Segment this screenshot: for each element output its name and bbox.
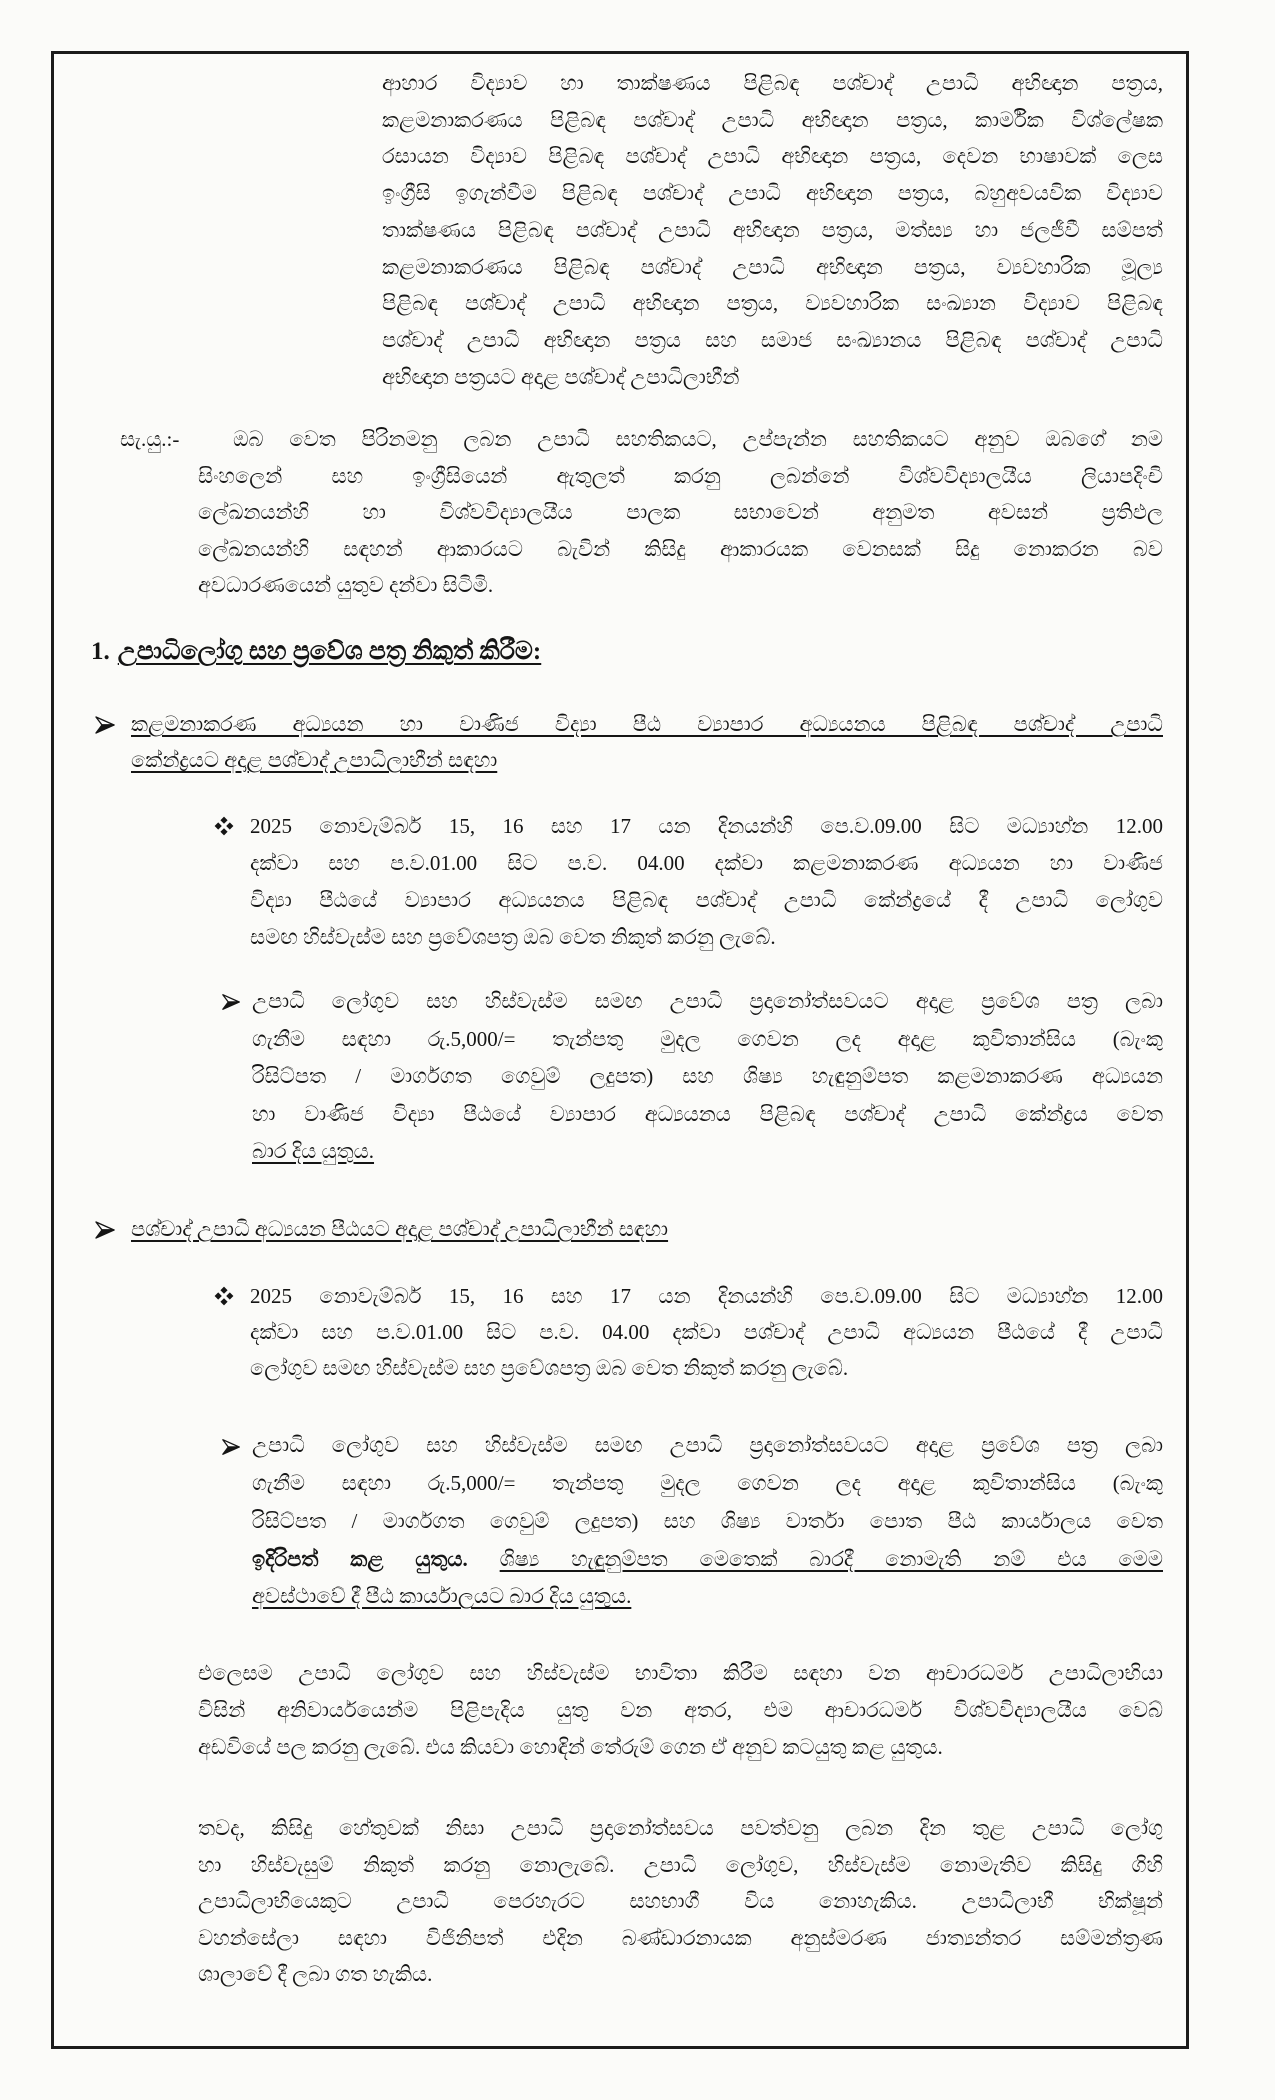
section-number: 1. — [91, 638, 110, 665]
paragraph-line: උපාධිලාභියෙකුට උපාධි පෙරහැරට සහභාගී විය නොහැකිය. උපාධිලාභී භික්ෂූන් — [198, 1889, 1163, 1913]
submission-line: ගැනීම සඳහා රු.5,000/= තැන්පතු මුදල ගෙවන ලද අදාළ කුවිතාන්සිය (බැංකු — [252, 1470, 1163, 1495]
paragraph-line: සිංහලෙන් සහ ඉංග්‍රීසියෙන් ඇතුලත් කරනු ලබන්නේ විශ්වවිද්‍යාලයීය ලියාපදිංචි — [198, 463, 1163, 488]
submission-item — [252, 1427, 1163, 1616]
schedule-line: දක්වා සහ ප.ව.01.00 සිට ප.ව. 04.00 දක්වා කළමනාකරණ අධ්‍යයන හා වාණිජ — [250, 851, 1163, 876]
paragraph-line: ලේඛනයන්හි සඳහන් ආකාරයට බැවින් කිසිදු ආකාරයක වෙනසක් සිදු නොකරන බව — [198, 536, 1163, 561]
group-heading — [131, 706, 1163, 778]
paragraph-line: රසායන විද්‍යාව පිළිබඳ පශ්චාද් උපාධි අභිඥාන පත්‍රය, දෙවන භාෂාවක් ලෙස — [382, 144, 1163, 169]
note-first-line — [120, 421, 1163, 458]
paragraph-line: පිළිබඳ පශ්චාද් උපාධි අභිඥාන පත්‍රය, ව්‍යවහාරික සංඛ්‍යාන විද්‍යාව පිළිබඳ — [382, 291, 1163, 316]
group-heading-line — [131, 706, 1163, 742]
schedule-item — [250, 1278, 1163, 1387]
submission-line: ගැනීම සඳහා රු.5,000/= තැන්පතු මුදල ගෙවන ලද අදාළ කුවිතාන්සිය (බැංකු — [252, 1026, 1163, 1051]
schedule-item — [250, 808, 1163, 956]
paragraph-line: අඩවියේ පල කරනු ලැබේ. එය කියවා හොඳින් තේරුම් ගෙන ඒ අනුව කටයුතු කළ යුතුය. — [198, 1734, 943, 1759]
submission-line — [252, 1541, 1163, 1579]
submission-emphasis: අවස්ථාවේ දී පීඨ කාර්යාලයට බාර දිය යුතුය. — [252, 1584, 632, 1609]
submission-line — [252, 1133, 1163, 1171]
diamond-bullet-icon — [214, 1286, 234, 1306]
submission-line: උපාධි ලෝගුව සහ හිස්වැස්ම සමඟ උපාධි ප්‍රදානෝත්සවයට අදාළ ප්‍රවේශ පත්‍ර ලබා — [252, 1433, 1163, 1457]
paragraph-line: කළමනාකරණය පිළිබඳ පශ්චාද් උපාධි අභිඥාන පත්‍රය, ව්‍යවහාරික මූල්‍ය — [382, 254, 1163, 279]
submission-line: හා වාණිජ විද්‍යා පීඨයේ ව්‍යාපාර අධ්‍යයනය පිළිබඳ පශ්චාද් උපාධි කේන්ද්‍රය වෙත — [252, 1101, 1163, 1126]
submission-bold-text: ඉදිරිපත් කළ යුතුය. — [252, 1546, 468, 1571]
arrowhead-bullet-icon — [94, 714, 116, 736]
notice-paragraph — [198, 1810, 1163, 1993]
diamond-bullet-icon — [214, 816, 234, 836]
paragraph-line: ශාලාවේ දී ලබා ගත හැකිය. — [198, 1962, 433, 1986]
paragraph-line: ලේඛනයන්හි හා විශ්වවිද්‍යාලයීය පාලක සභාවෙන් අනුමත අවසන් ප්‍රතිඵල — [198, 500, 1163, 524]
schedule-line: 2025 නොවැම්බර් 15, 16 සහ 17 යන දිනයන්හි පෙ.ව.09.00 සිට මධ්‍යාහ්න 12.00 — [250, 1284, 1163, 1308]
group-heading-line — [131, 742, 1163, 778]
arrowhead-bullet-icon — [221, 1437, 241, 1457]
submission-emphasis: ශිෂ්‍ය හැඳුනුම්පත මෙතෙක් බාරදී නොමැති නම් එය මෙම — [499, 1546, 1163, 1571]
section-heading — [91, 632, 541, 672]
note-label: සැ.යු.:- — [120, 427, 180, 451]
schedule-line: විද්‍යා පීඨයේ ව්‍යාපාර අධ්‍යයනය පිළිබඳ පශ්චාද් උපාධි කේන්ද්‍රයේ දී උපාධි ලෝගුව — [250, 888, 1163, 913]
submission-line: රිසිට්පත / මාර්ගගත ගෙවුම් ලදුපත) සහ ශිෂ්‍ය වාර්තා පොත පීඨ කාර්යාලය වෙත — [252, 1508, 1163, 1533]
paragraph-line: අවධාරණයෙන් යුතුව දන්වා සිටිමි. — [198, 573, 494, 597]
schedule-line: 2025 නොවැම්බර් 15, 16 සහ 17 යන දිනයන්හි පෙ.ව.09.00 සිට මධ්‍යාහ්න 12.00 — [250, 814, 1163, 838]
paragraph-line: අභිඥාන පත්‍රයට අදාළ පශ්චාද් උපාධිලාභීන් — [382, 364, 740, 389]
schedule-line: ලෝගුව සමඟ හිස්වැස්ම සහ ප්‍රවේශපත්‍ර ඔබ වෙත නිකුත් කරනු ලැබේ. — [250, 1356, 849, 1381]
schedule-line: සමඟ හිස්වැස්ම සහ ප්‍රවේශපත්‍ර ඔබ වෙත නිකුත් කරනු ලැබේ. — [250, 925, 776, 950]
submission-item — [252, 983, 1163, 1171]
note-paragraph — [120, 421, 1163, 604]
paragraph-line: විසින් අනිවාර්යයෙන්ම පිළිපැදිය යුතු වන අතර, එම ආචාරධර්ම විශ්වවිද්‍යාලයීය වෙබ් — [198, 1697, 1163, 1722]
ethics-paragraph — [198, 1655, 1163, 1766]
submission-line — [252, 1578, 1163, 1616]
paragraph-line: පශ්චාද් උපාධි අභිඥාන පත්‍රය සහ සමාජ සංඛ්‍යානය පිළිබඳ පශ්චාද් උපාධි — [382, 327, 1163, 352]
group-heading-line — [131, 1211, 1163, 1248]
paragraph-line: තාක්ෂණය පිළිබඳ පශ්චාද් උපාධි අභිඥාන පත්‍රය, මත්ස්‍ය හා ජලජීවී සම්පත් — [382, 217, 1163, 242]
paragraph-line: හා හිස්වැසුම් නිකුත් කරනු නොලැබේ. උපාධි ලෝගුව, හිස්වැස්ම නොමැතිව කිසිදු ගිහි — [198, 1852, 1163, 1877]
submission-line: රිසිට්පත / මාර්ගගත ගෙවුම් ලදුපත) සහ ශිෂ්‍ය හැඳුනුම්පත කළමනාකරණ අධ්‍යයන — [252, 1064, 1163, 1088]
group-heading-text: කේන්ද්‍රයට අදාළ පශ්චාද් උපාධිලාභීන් සඳහා — [131, 748, 498, 773]
schedule-line: දක්වා සහ ප.ව.01.00 සිට ප.ව. 04.00 දක්වා පශ්චාද් උපාධි අධ්‍යයන පීඨයේ දී උපාධි — [250, 1320, 1163, 1345]
group-heading-text: කළමනාකරණ අධ්‍යයන හා වාණිජ විද්‍යා පීඨ ව්‍යාපාර අධ්‍යයනය පිළිබඳ පශ්චාද් උපාධි — [131, 712, 1163, 736]
submission-line: උපාධි ලෝගුව සහ හිස්වැස්ම සමඟ උපාධි ප්‍රදානෝත්සවයට අදාළ ප්‍රවේශ පත්‍ර ලබා — [252, 989, 1163, 1013]
section-title: උපාධිලෝගු සහ ප්‍රවේශ පත්‍ර නිකුත් කිරීම: — [117, 638, 542, 665]
intro-paragraph — [382, 65, 1163, 395]
paragraph-line: ආහාර විද්‍යාව හා තාක්ෂණය පිළිබඳ පශ්චාද් උපාධි අභිඥාන පත්‍රය, — [382, 71, 1163, 95]
group-heading — [131, 1211, 1163, 1248]
paragraph-line: වහන්සේලා සඳහා විජිනිපත් එදින බණ්ඩාරනායක අනුස්මරණ ජාත්‍යන්තර සම්මන්ත්‍රණ — [198, 1925, 1163, 1950]
group-heading-text: පශ්චාද් උපාධි අධ්‍යයන පීඨයට අදාළ පශ්චාද් උපාධිලාභීන් සඳහා — [131, 1217, 669, 1241]
paragraph-line: කළමනාකරණය පිළිබඳ පශ්චාද් උපාධි අභිඥාන පත්‍රය, කාර්මික විශ්ලේෂක — [382, 107, 1163, 132]
paragraph-line: ඔබ වෙත පිරිනමනු ලබන උපාධි සහතිකයට, උප්පැන්න සහතිකයට අනුව ඔබගේ නම — [233, 427, 1163, 451]
paragraph-line: ඉංග්‍රීසි ඉගැන්වීම පිළිබඳ පශ්චාද් උපාධි අභිඥාන පත්‍රය, බහුඅවයවික විද්‍යාව — [382, 181, 1163, 206]
submission-emphasis: බාර දිය යුතුය. — [252, 1139, 375, 1163]
arrowhead-bullet-icon — [94, 1219, 116, 1241]
paragraph-line: තවද, කිසිදු හේතුවක් නිසා උපාධි ප්‍රදානෝත්සවය පවත්වනු ලබන දින තුළ උපාධි ලෝගු — [198, 1816, 1163, 1840]
arrowhead-bullet-icon — [221, 992, 241, 1012]
paragraph-line: එලෙසම උපාධි ලෝගුව සහ හිස්වැස්ම භාවිතා කිරීම සඳහා වන ආචාරධර්ම උපාධිලාභියා — [198, 1661, 1163, 1685]
